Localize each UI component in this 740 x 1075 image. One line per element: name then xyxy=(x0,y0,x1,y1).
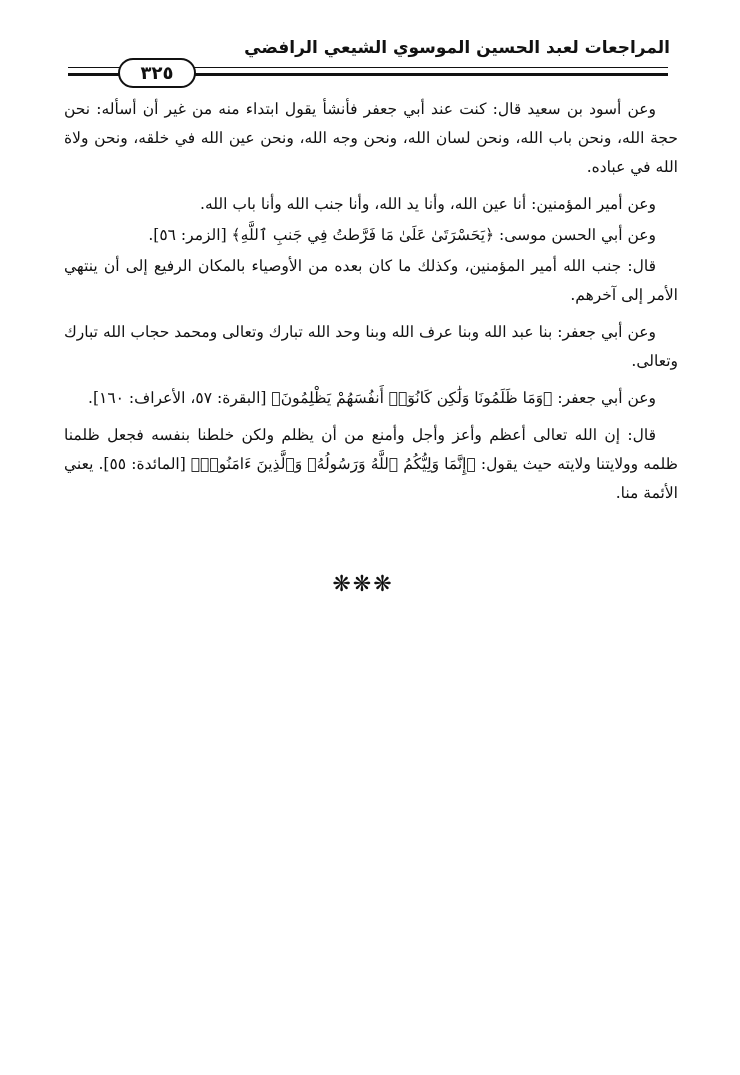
paragraph: وعن أبي جعفر: بنا عبد الله وبنا عرف الله وبنا وحد الله تبارك وتعالى ومحمد حجاب الله تبارك وتعالى. xyxy=(64,323,678,370)
page-number: ٣٢٥ xyxy=(140,62,174,84)
running-title: المراجعات لعبد الحسين الموسوي الشيعي الرافضي xyxy=(244,38,670,58)
page-body xyxy=(64,95,678,516)
section-divider-ornament: ❋❋❋ xyxy=(332,572,394,597)
paragraph: قال: جنب الله أمير المؤمنين، وكذلك ما كان بعده من الأوصياء بالمكان الرفيع إلى أن ينتهي الأمر إلى آخرهم. xyxy=(64,257,678,304)
paragraph: وعن أبي الحسن موسى: ﴿يَحَسْرَتَىٰ عَلَىٰ مَا فَرَّطتُ فِي جَنبِ ٱللَّهِ﴾ [الزمر: ٥٦]. xyxy=(148,226,656,244)
page-number-badge xyxy=(118,58,196,88)
paragraph: وعن أسود بن سعيد قال: كنت عند أبي جعفر فأنشأ يقول ابتداء منه من غير أن أسأله: نحن حجة الله، ونحن باب الله، ونحن لسان الله، ونحن وجه الله، ونحن عين الله في خلقه، ونحن ولاة الله في عباده. xyxy=(64,100,678,176)
paragraph: قال: إن الله تعالى أعظم وأعز وأجل وأمنع من أن يظلم ولكن خلطنا بنفسه فجعل ظلمنا ظلمه وولايتنا ولايته حيث يقول: ﴿إِنَّمَا وَلِيُّكُمُ ٱللَّهُ وَرَسُولُهُۥ وَٱلَّذِينَ ءَامَنُوا۟﴾ [المائدة: ٥٥]. يعني الأئمة منا. xyxy=(64,426,678,502)
paragraph: وعن أمير المؤمنين: أنا عين الله، وأنا يد الله، وأنا جنب الله وأنا باب الله. xyxy=(200,195,656,213)
paragraph: وعن أبي جعفر: ﴿وَمَا ظَلَمُونَا وَلَٰكِن كَانُوٓا۟ أَنفُسَهُمْ يَظْلِمُونَ﴾ [البقرة: ٥٧، الأعراف: ١٦٠]. xyxy=(88,389,656,407)
